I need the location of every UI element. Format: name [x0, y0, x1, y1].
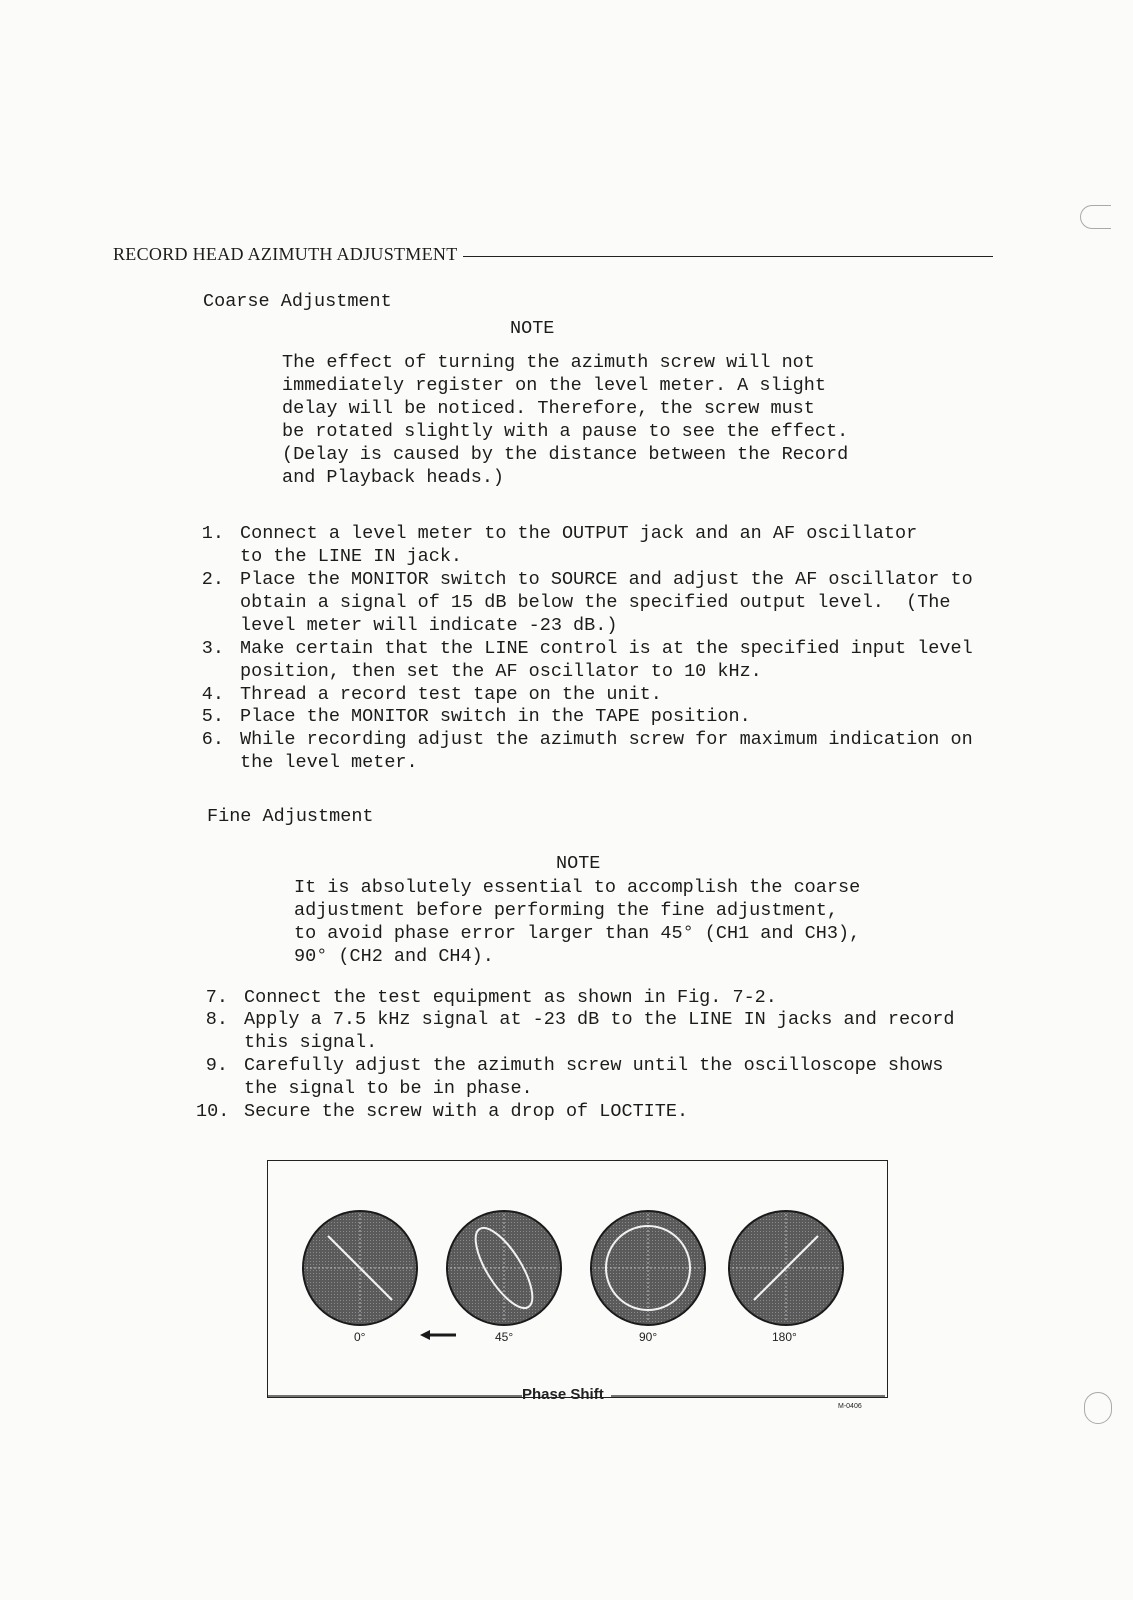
step-number: 8.	[205, 1009, 228, 1030]
coarse-note-body	[282, 351, 848, 489]
step-number: 10.	[196, 1101, 230, 1122]
hole-punch-mark	[1080, 205, 1111, 229]
step-text: this signal.	[244, 1032, 378, 1053]
step-number: 5.	[201, 706, 224, 727]
figure-caption: Phase Shift	[522, 1386, 604, 1403]
step-number: 7.	[205, 987, 228, 1008]
step-text: position, then set the AF oscillator to 10 kHz.	[240, 661, 762, 682]
fine-note-body	[294, 876, 860, 968]
figure-code: M-0406	[838, 1403, 862, 1410]
scope-label-90: 90°	[639, 1330, 658, 1344]
step-number: 1.	[201, 523, 224, 544]
step-text: obtain a signal of 15 dB below the specified output level. (The	[240, 592, 951, 613]
scope-label-180: 180°	[772, 1330, 797, 1344]
step-number: 9.	[205, 1055, 228, 1076]
coarse-heading: Coarse Adjustment	[203, 291, 392, 312]
step-text: Thread a record test tape on the unit.	[240, 684, 662, 705]
section-title: RECORD HEAD AZIMUTH ADJUSTMENT	[113, 244, 458, 264]
step-text: Apply a 7.5 kHz signal at -23 dB to the LINE IN jacks and record	[244, 1009, 955, 1030]
coarse-note-label: NOTE	[510, 318, 555, 339]
fine-heading: Fine Adjustment	[207, 806, 374, 827]
coarse-note-line: and Playback heads.)	[282, 467, 505, 488]
coarse-note-line: immediately register on the level meter. A slight	[282, 375, 826, 396]
fine-note-line: to avoid phase error larger than 45° (CH1 and CH3),	[294, 923, 861, 944]
fine-note-line: It is absolutely essential to accomplish the coarse	[294, 877, 861, 898]
section-title-rule	[463, 256, 993, 257]
step-number: 3.	[201, 638, 224, 659]
step-text: the level meter.	[240, 752, 418, 773]
step-number: 6.	[201, 729, 224, 750]
step-number: 2.	[201, 569, 224, 590]
step-text: Connect a level meter to the OUTPUT jack and an AF oscillator	[240, 523, 918, 544]
fine-note-line: adjustment before performing the fine adjustment,	[294, 900, 838, 921]
fine-note-label: NOTE	[556, 853, 601, 874]
hole-punch-mark	[1084, 1392, 1112, 1424]
step-text: level meter will indicate -23 dB.)	[240, 615, 618, 636]
step-text: Secure the screw with a drop of LOCTITE.	[244, 1101, 689, 1122]
step-number: 4.	[201, 684, 224, 705]
step-text: While recording adjust the azimuth screw for maximum indication on	[240, 729, 973, 750]
step-text: the signal to be in phase.	[244, 1078, 533, 1099]
coarse-note-line: be rotated slightly with a pause to see the effect.	[282, 421, 849, 442]
scope-label-0: 0°	[354, 1330, 366, 1344]
step-text: Make certain that the LINE control is at the specified input level	[240, 638, 973, 659]
coarse-note-line: The effect of turning the azimuth screw will not	[282, 352, 815, 373]
fine-note-line: 90° (CH2 and CH4).	[294, 946, 494, 967]
scope-label-45: 45°	[495, 1330, 514, 1344]
phase-shift-figure	[267, 1160, 888, 1398]
step-text: Carefully adjust the azimuth screw until the oscilloscope shows	[244, 1055, 944, 1076]
step-text: Place the MONITOR switch to SOURCE and adjust the AF oscillator to	[240, 569, 973, 590]
coarse-note-line: delay will be noticed. Therefore, the screw must	[282, 398, 815, 419]
step-text: Place the MONITOR switch in the TAPE position.	[240, 706, 751, 727]
step-text: to the LINE IN jack.	[240, 546, 463, 567]
coarse-note-line: (Delay is caused by the distance between the Record	[282, 444, 849, 465]
step-text: Connect the test equipment as shown in Fig. 7-2.	[244, 987, 777, 1008]
